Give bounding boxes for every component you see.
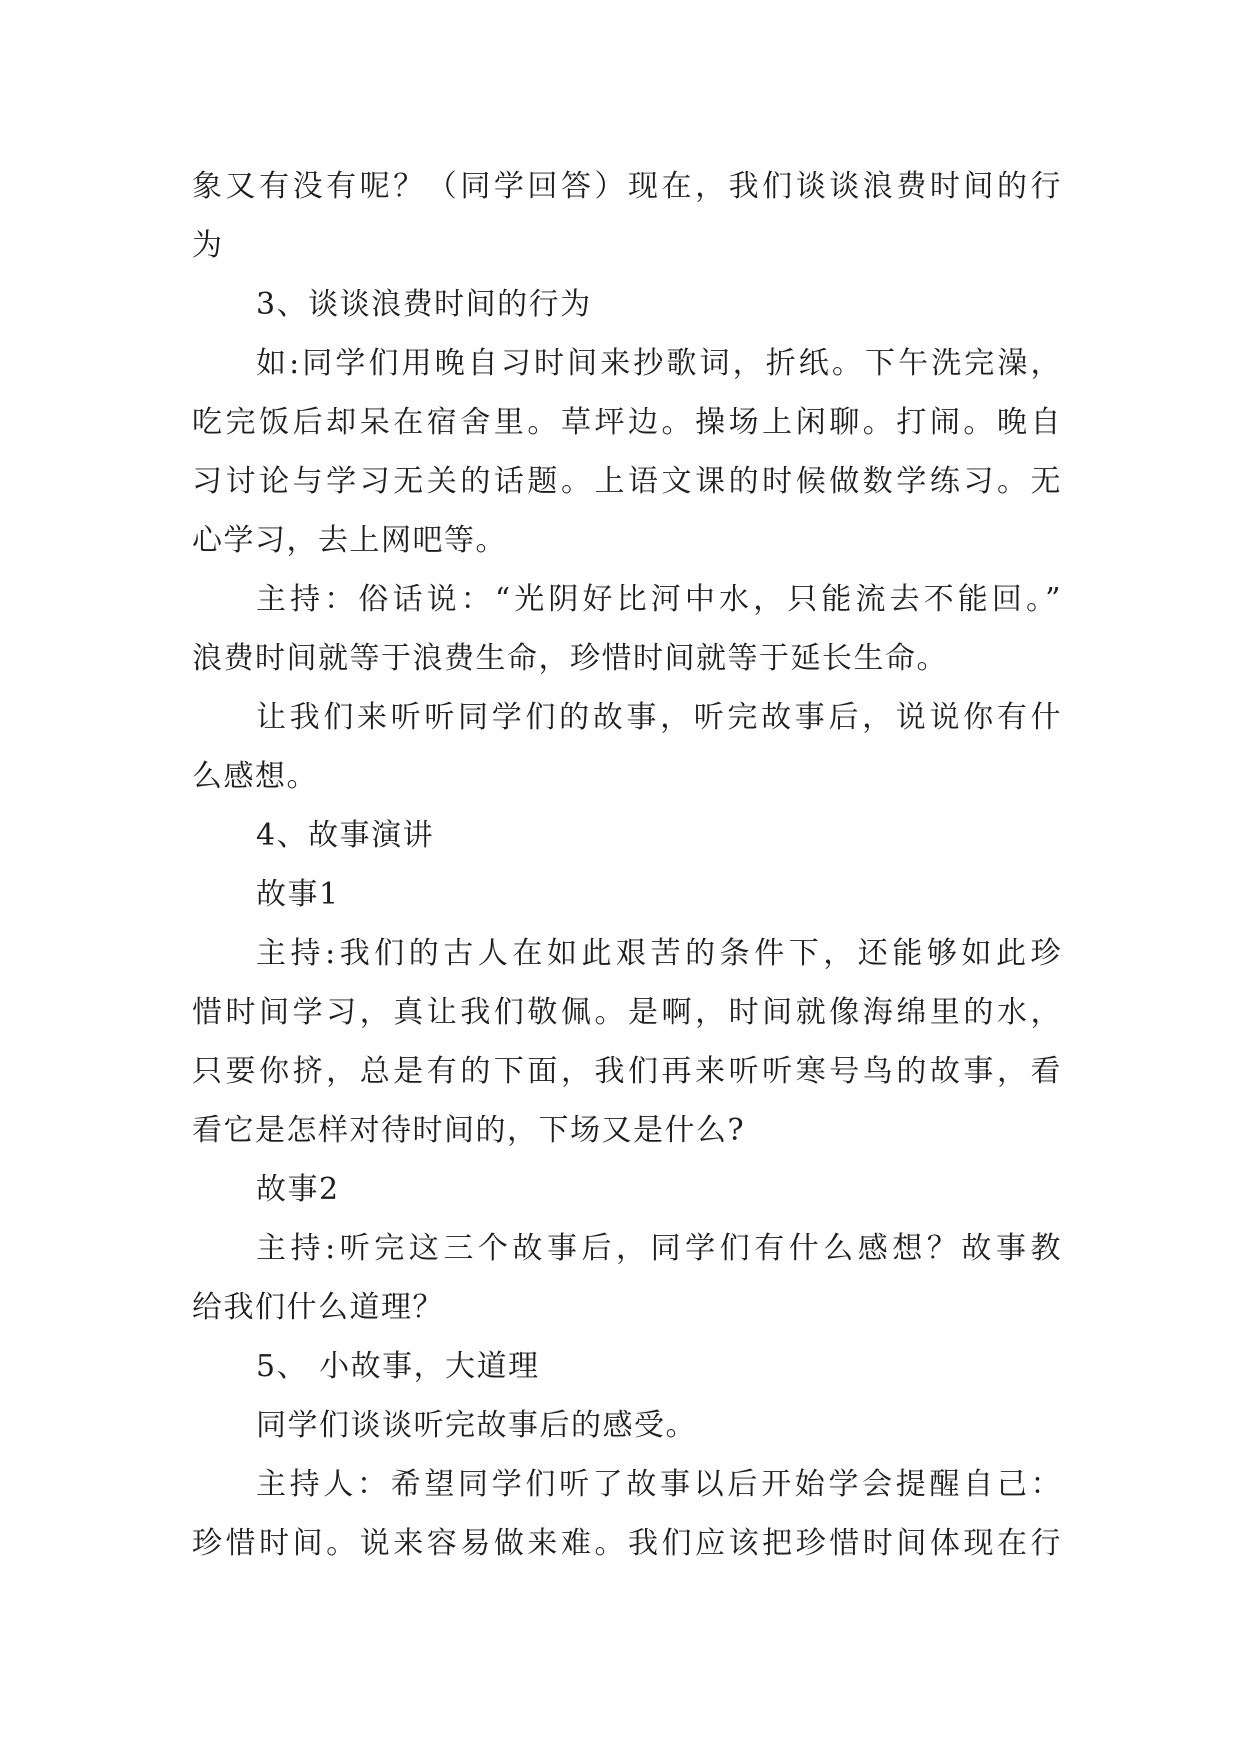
document-body xyxy=(192,157,1062,1573)
text-line: 习讨论与学习无关的话题。上语文课的时候做数学练习。无 xyxy=(192,464,1062,499)
text-line: 同学们谈谈听完故事后的感受。 xyxy=(256,1408,697,1443)
paragraph xyxy=(192,688,1062,806)
text-line: 主持：俗话说：“光阴好比河中水，只能流去不能回。” xyxy=(256,582,1062,617)
paragraph xyxy=(192,806,1062,865)
paragraph xyxy=(192,1396,1062,1455)
text-line: 惜时间学习，真让我们敬佩。是啊，时间就像海绵里的水， xyxy=(192,995,1062,1030)
text-line: 主持人：希望同学们听了故事以后开始学会提醒自己： xyxy=(256,1467,1062,1502)
paragraph xyxy=(192,1160,1062,1219)
text-line: 让我们来听听同学们的故事，听完故事后，说说你有什 xyxy=(256,700,1062,735)
text-line: 象又有没有呢？（同学回答）现在，我们谈谈浪费时间的行 xyxy=(192,169,1062,204)
section-heading: 4、故事演讲 xyxy=(256,818,435,853)
paragraph xyxy=(192,1455,1062,1573)
paragraph xyxy=(192,1337,1062,1396)
paragraph xyxy=(192,1219,1062,1337)
paragraph xyxy=(192,924,1062,1160)
text-line: 给我们什么道理？ xyxy=(192,1290,444,1325)
paragraph xyxy=(192,865,1062,924)
paragraph xyxy=(192,157,1062,275)
section-heading: 5、 小故事，大道理 xyxy=(256,1349,540,1384)
paragraph xyxy=(192,275,1062,334)
text-line: 珍惜时间。说来容易做来难。我们应该把珍惜时间体现在行 xyxy=(192,1526,1062,1561)
text-line: 心学习，去上网吧等。 xyxy=(192,523,507,558)
section-heading: 3、谈谈浪费时间的行为 xyxy=(256,287,592,322)
text-line: 么感想。 xyxy=(192,759,318,794)
text-line: 如:同学们用晚自习时间来抄歌词，折纸。下午洗完澡， xyxy=(256,346,1062,381)
text-line: 为 xyxy=(192,228,224,263)
text-line: 看它是怎样对待时间的，下场又是什么? xyxy=(192,1113,746,1148)
text-line: 主持:听完这三个故事后，同学们有什么感想？故事教 xyxy=(256,1231,1062,1266)
text-line: 浪费时间就等于浪费生命，珍惜时间就等于延长生命。 xyxy=(192,641,948,676)
story-label: 故事1 xyxy=(256,877,340,912)
text-line: 主持:我们的古人在如此艰苦的条件下，还能够如此珍 xyxy=(256,936,1062,971)
paragraph xyxy=(192,334,1062,570)
text-line: 只要你挤，总是有的下面，我们再来听听寒号鸟的故事，看 xyxy=(192,1054,1062,1089)
text-line: 吃完饭后却呆在宿舍里。草坪边。操场上闲聊。打闹。晚自 xyxy=(192,405,1062,440)
story-label: 故事2 xyxy=(256,1172,340,1207)
paragraph xyxy=(192,570,1062,688)
